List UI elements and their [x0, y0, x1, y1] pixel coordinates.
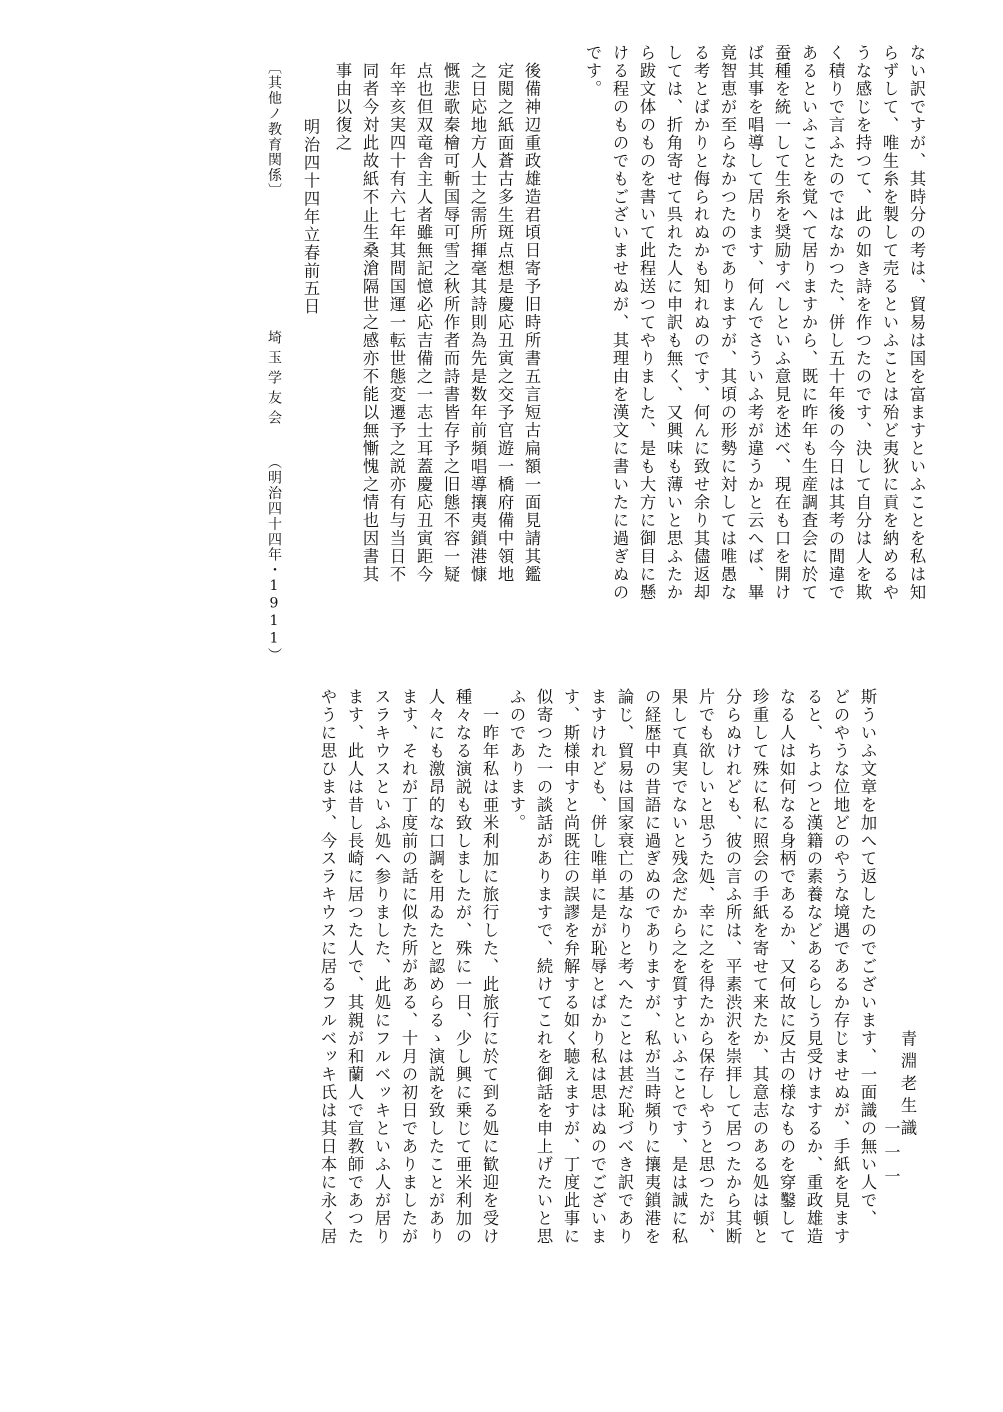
text-column: やうに思ひます、今スラキウスに居るフルベッキ氏は其日本に永く居	[318, 688, 337, 1246]
text-column: の経歴中の昔語に過ぎぬのでありますが、私が当時頻りに攘夷鎖港を	[642, 688, 661, 1246]
date-line: 明治四十四年立春前五日	[301, 118, 320, 316]
text-column: うな感じを持つて、此の如き詩を作つたのです、決して自分は人を欺	[853, 44, 872, 602]
text-column: ら跋文体のものを書いて此程送つてやりました、是も大方に御目に懸	[637, 44, 656, 602]
text-column: ふのであります。	[507, 688, 526, 832]
text-column: く積りで言ふたのではなかつた、併し五十年後の今日は其考の間違で	[826, 44, 845, 602]
text-column: あるといふことを覚へて居りますから、既に昨年も生産調査会に於て	[799, 44, 818, 602]
text-column: しては、折角寄せて呉れた人に申訳も無く、又興味も薄いと思ふたか	[664, 44, 683, 602]
kanbun-column: 年辛亥実四十有六七年其間国運一転世態変遷予之説亦有与当日不	[387, 62, 406, 584]
text-column: ば其事を唱導して居ります、何んでさういふ考が違うかと云へば、畢	[745, 44, 764, 602]
kanbun-column: 点也但双竜舎主人者雖無記憶必応吉備之一志士耳蓋慶応丑寅距今	[414, 62, 433, 584]
text-column: ない訳ですが、其時分の考は、貿易は国を富ますといふことを私は知	[907, 44, 926, 602]
text-column: 珍重して殊に私に照会の手紙を寄せて来たか、其意志のある処は頓と	[750, 688, 769, 1246]
signature: 青淵老生識	[898, 1030, 917, 1142]
text-column: 似寄つた一の談話がありますで、続けてこれを御話を申上げたいと思	[534, 688, 553, 1246]
kanbun-column: 定閲之紙面蒼古多生斑点想是慶応丑寅之交予官遊一橋府備中領地	[495, 62, 514, 584]
footer-era: （明治四十四年・1911）	[266, 455, 282, 664]
text-column: 蚕種を統一して生糸を奨励すべしといふ意見を述べ、現在も口を開け	[772, 44, 791, 602]
kanbun-column: 事由以復之	[333, 62, 352, 152]
text-column: なる人は如何なる身柄であるか、又何故に反古の様なものを穿鑿して	[777, 688, 796, 1246]
text-column: 論じ、貿易は国家衰亡の基なりと考へたことは甚だ恥づべき訳であり	[615, 688, 634, 1246]
footer-source: 埼玉学友会	[266, 330, 282, 430]
text-column: 分らぬけれども、彼の言ふ所は、平素渋沢を崇拝して居つたから其断	[723, 688, 742, 1246]
page-number: 一一一	[882, 1120, 901, 1192]
kanbun-column: 後備神辺重政雄造君頃日寄予旧時所書五言短古扁額一面見請其鑑	[522, 62, 541, 584]
text-column: どのやうな位地どのやうな境遇であるか存じませぬが、手紙を見ます	[831, 688, 850, 1246]
kanbun-column: 之日応地方人士之需所揮毫其詩則為先是数年前頻唱導攘夷鎖港慷	[468, 62, 487, 584]
text-column: す、斯様申すと尚既往の誤謬を弁解する如く聴えますが、丁度此事に	[561, 688, 580, 1246]
footer-category: 〔其他ノ教育関係〕	[266, 60, 282, 199]
text-column: です。	[583, 44, 602, 98]
text-column: ますけれども、併し唯単に是が恥辱とばかり私は思はぬのでございま	[588, 688, 607, 1246]
text-column: 斯ういふ文章を加へて返したのでございます、一面識の無い人で、	[858, 688, 877, 1228]
text-column: スラキウスといふ処へ参りました、此処にフルベッキといふ人が居り	[372, 688, 391, 1246]
text-column: 片でも欲しいと思うた処、幸に之を得たから保存しやうと思つたが、	[696, 688, 715, 1246]
text-column: 一昨年私は亜米利加に旅行した、此旅行に於て到る処に歓迎を受け	[480, 706, 499, 1246]
text-column: ると、ちよつと漢籍の素養などあるらしう見受けまするか、重政雄造	[804, 688, 823, 1246]
kanbun-column: 同者今対此故紙不止生桑滄隔世之感亦不能以無慚愧之情也因書其	[360, 62, 379, 584]
text-column: ます、此人は昔し長崎に居つた人で、其親が和蘭人で宣教師であつた	[345, 688, 364, 1246]
kanbun-column: 慨悲歌秦檜可斬国辱可雪之秋所作者而詩書皆存予之旧態不容一疑	[441, 62, 460, 584]
text-column: 種々なる演説も致しましたが、殊に一日、少し興に乗じて亜米利加の	[453, 688, 472, 1246]
text-column: 竟智恵が至らなかつたのでありますが、其頃の形勢に対しては唯愚な	[718, 44, 737, 602]
text-column: 人々にも激昂的な口調を用ゐたと認めらるゝ演説を致したことがあり	[426, 688, 445, 1246]
text-column: ける程のものでもございませぬが、其理由を漢文に書いたに過ぎぬの	[610, 44, 629, 602]
text-column: る考とばかりと侮られぬかも知れぬのです、何んに致せ余り其儘返却	[691, 44, 710, 602]
text-column: らずして、唯生糸を製して売るといふことは殆ど夷狄に貢を納めるや	[880, 44, 899, 602]
text-column: ます、それが丁度前の話に似た所がある、十月の初日でありましたが	[399, 688, 418, 1246]
text-column: 果して真実でないと残念だから之を質すといふことです、是は誠に私	[669, 688, 688, 1246]
